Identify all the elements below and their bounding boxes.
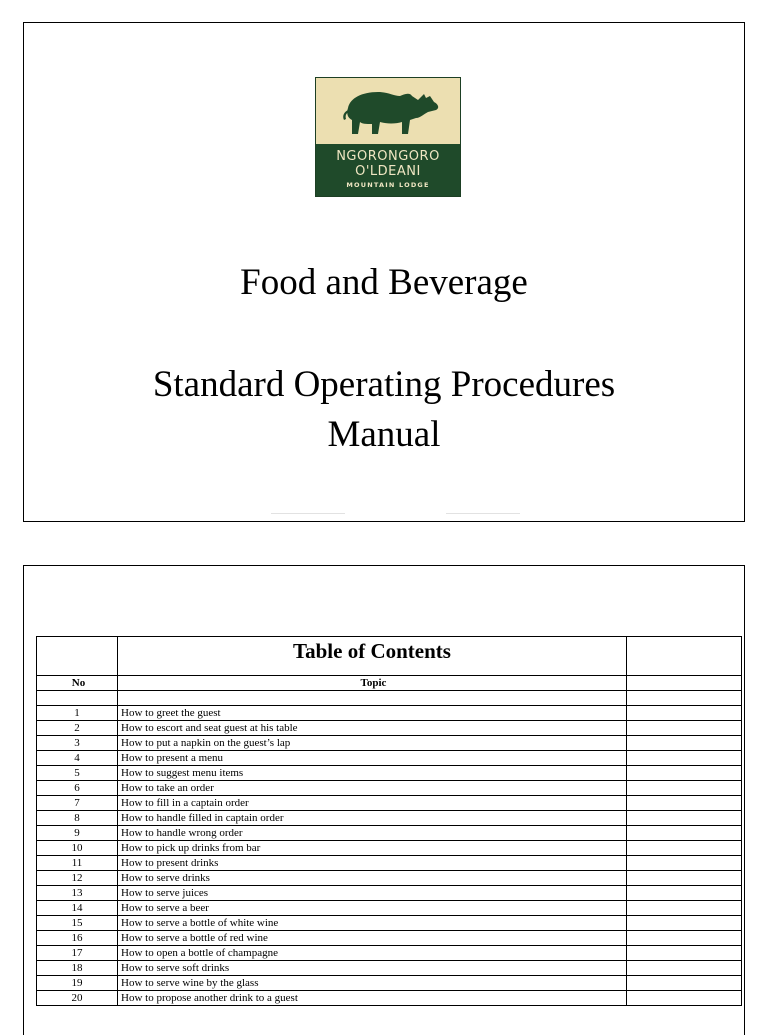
toc-row-page xyxy=(627,976,742,991)
toc-row-number: 11 xyxy=(37,856,118,871)
document-title: Food and Beverage xyxy=(240,262,528,303)
column-header-topic: Topic xyxy=(118,676,627,691)
toc-row-page xyxy=(627,961,742,976)
toc-spacer-row xyxy=(37,691,742,706)
toc-title-row xyxy=(37,637,742,676)
toc-row-page xyxy=(627,946,742,961)
toc-page xyxy=(23,565,745,1035)
toc-row-number: 3 xyxy=(37,736,118,751)
toc-row-number: 16 xyxy=(37,931,118,946)
footer-divider-left xyxy=(271,513,345,514)
toc-row-number: 2 xyxy=(37,721,118,736)
toc-row-page xyxy=(627,886,742,901)
toc-row-topic: How to open a bottle of champagne xyxy=(118,946,627,961)
table-row xyxy=(37,976,742,991)
logo-line-2: O'LDEANI xyxy=(355,164,421,179)
toc-row-number: 17 xyxy=(37,946,118,961)
toc-row-number: 7 xyxy=(37,796,118,811)
table-of-contents xyxy=(36,636,742,1006)
toc-row-topic: How to handle filled in captain order xyxy=(118,811,627,826)
toc-row-number: 15 xyxy=(37,916,118,931)
logo-line-1: NGORONGORO xyxy=(336,149,440,164)
toc-row-topic: How to fill in a captain order xyxy=(118,796,627,811)
toc-row-number: 19 xyxy=(37,976,118,991)
document-subtitle-line-2: Manual xyxy=(327,414,441,455)
toc-row-number: 6 xyxy=(37,781,118,796)
toc-row-number: 5 xyxy=(37,766,118,781)
toc-row-page xyxy=(627,826,742,841)
table-row xyxy=(37,901,742,916)
table-row xyxy=(37,706,742,721)
table-row xyxy=(37,796,742,811)
toc-row-page xyxy=(627,916,742,931)
toc-row-topic: How to serve a bottle of white wine xyxy=(118,916,627,931)
toc-row-topic: How to present a menu xyxy=(118,751,627,766)
table-row xyxy=(37,856,742,871)
table-row xyxy=(37,841,742,856)
toc-row-topic: How to escort and seat guest at his table xyxy=(118,721,627,736)
toc-row-topic: How to serve juices xyxy=(118,886,627,901)
toc-row-page xyxy=(627,706,742,721)
toc-row-topic: How to serve soft drinks xyxy=(118,961,627,976)
table-row xyxy=(37,826,742,841)
cover-page xyxy=(23,22,745,522)
toc-row-topic: How to suggest menu items xyxy=(118,766,627,781)
toc-row-page xyxy=(627,871,742,886)
toc-row-number: 1 xyxy=(37,706,118,721)
toc-row-page xyxy=(627,811,742,826)
toc-row-page xyxy=(627,796,742,811)
toc-row-page xyxy=(627,856,742,871)
toc-row-page xyxy=(627,736,742,751)
toc-row-number: 9 xyxy=(37,826,118,841)
toc-row-page xyxy=(627,991,742,1006)
table-row xyxy=(37,736,742,751)
table-row xyxy=(37,961,742,976)
table-row xyxy=(37,811,742,826)
document-subtitle-line-1: Standard Operating Procedures xyxy=(152,364,616,405)
toc-row-topic: How to serve wine by the glass xyxy=(118,976,627,991)
table-row xyxy=(37,886,742,901)
toc-row-topic: How to handle wrong order xyxy=(118,826,627,841)
toc-row-topic: How to take an order xyxy=(118,781,627,796)
toc-row-page xyxy=(627,931,742,946)
toc-row-number: 13 xyxy=(37,886,118,901)
toc-row-page xyxy=(627,721,742,736)
toc-row-number: 18 xyxy=(37,961,118,976)
table-row xyxy=(37,931,742,946)
logo-line-3: MOUNTAIN LODGE xyxy=(346,181,430,189)
toc-row-topic: How to greet the guest xyxy=(118,706,627,721)
lodge-logo xyxy=(315,77,461,197)
toc-row-number: 10 xyxy=(37,841,118,856)
toc-row-number: 4 xyxy=(37,751,118,766)
table-row xyxy=(37,721,742,736)
footer-divider-right xyxy=(446,513,520,514)
table-row xyxy=(37,766,742,781)
toc-row-page xyxy=(627,766,742,781)
toc-row-page xyxy=(627,901,742,916)
table-row xyxy=(37,781,742,796)
toc-row-topic: How to serve a bottle of red wine xyxy=(118,931,627,946)
toc-row-topic: How to present drinks xyxy=(118,856,627,871)
toc-row-number: 12 xyxy=(37,871,118,886)
toc-row-page xyxy=(627,781,742,796)
toc-row-topic: How to serve a beer xyxy=(118,901,627,916)
column-header-no: No xyxy=(37,676,118,691)
logo-emblem xyxy=(316,78,460,144)
rhino-icon xyxy=(338,86,442,140)
toc-header-row xyxy=(37,676,742,691)
toc-row-page xyxy=(627,751,742,766)
toc-row-topic: How to serve drinks xyxy=(118,871,627,886)
toc-row-number: 8 xyxy=(37,811,118,826)
table-row xyxy=(37,946,742,961)
toc-title: Table of Contents xyxy=(118,637,627,676)
table-row xyxy=(37,916,742,931)
toc-row-topic: How to put a napkin on the guest’s lap xyxy=(118,736,627,751)
toc-row-number: 20 xyxy=(37,991,118,1006)
table-row xyxy=(37,991,742,1006)
table-row xyxy=(37,871,742,886)
toc-row-page xyxy=(627,841,742,856)
toc-row-topic: How to propose another drink to a guest xyxy=(118,991,627,1006)
table-row xyxy=(37,751,742,766)
toc-row-topic: How to pick up drinks from bar xyxy=(118,841,627,856)
logo-text-band xyxy=(316,144,460,197)
toc-row-number: 14 xyxy=(37,901,118,916)
